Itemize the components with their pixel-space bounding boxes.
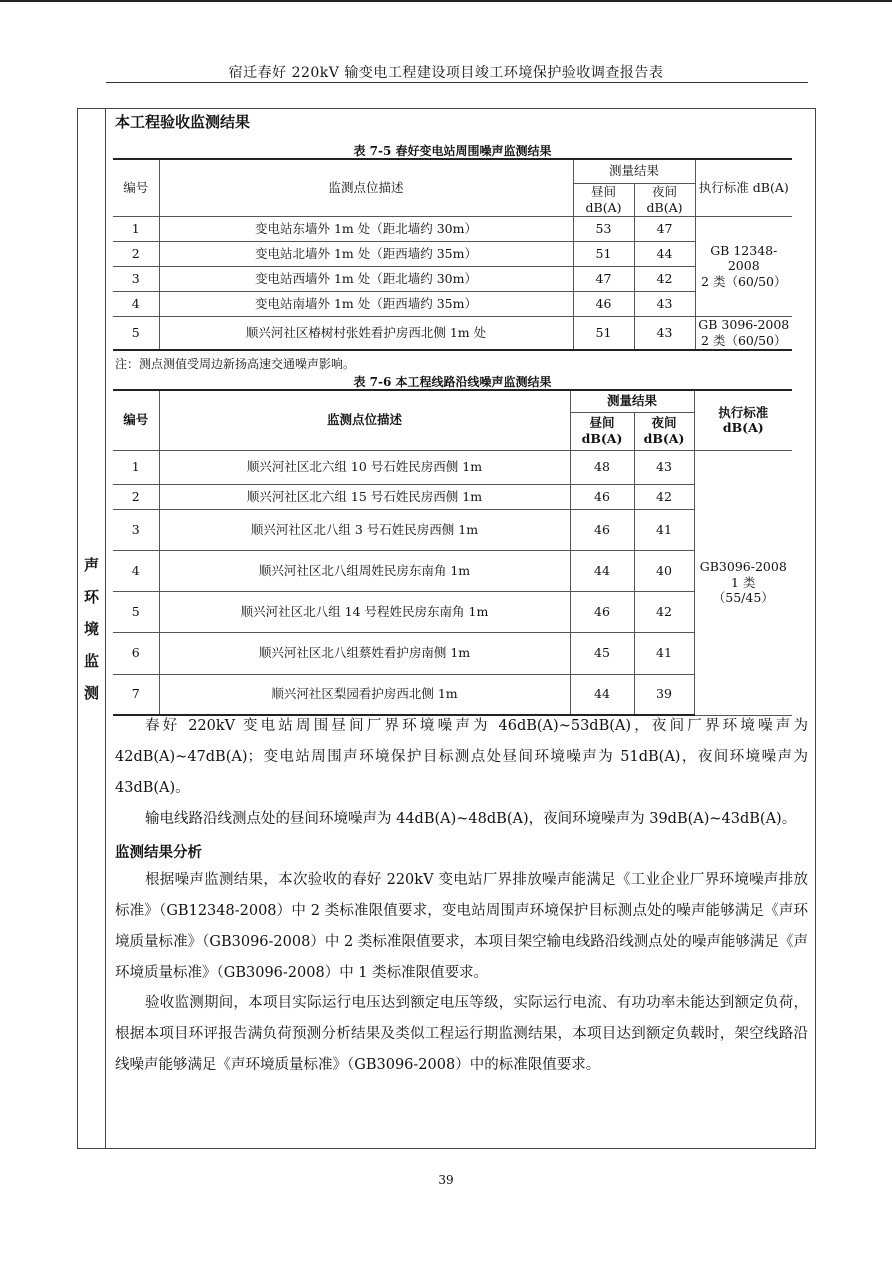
cell-desc: 顺兴河社区椿树村张姓看护房西北侧 1m 处 [159, 316, 573, 350]
cell-night: 42 [634, 591, 694, 632]
cell-no: 4 [113, 291, 159, 316]
table-row [113, 450, 792, 484]
cell-no: 1 [113, 216, 159, 241]
cell-desc: 顺兴河社区北八组周姓民房东南角 1m [159, 550, 570, 591]
cell-day: 51 [573, 316, 634, 350]
table2-header-desc: 监测点位描述 [159, 390, 570, 450]
cell-day: 45 [570, 632, 634, 674]
cell-desc: 变电站北墙外 1m 处（距西墙约 35m） [159, 241, 573, 266]
table-row [113, 632, 792, 674]
cell-day: 46 [570, 509, 634, 550]
sidebar-char: 测 [83, 684, 99, 702]
sidebar-char: 环 [83, 588, 99, 606]
cell-night: 47 [634, 216, 695, 241]
cell-desc: 变电站西墙外 1m 处（距北墙约 30m） [159, 266, 573, 291]
table1-substation-noise [113, 158, 792, 351]
cell-desc: 顺兴河社区北八组蔡姓看护房南侧 1m [159, 632, 570, 674]
cell-day: 53 [573, 216, 634, 241]
paragraph-line-results: 输电线路沿线测点处的昼间环境噪声为 44dB(A)~48dB(A)，夜间环境噪声为 39dB(A)~43dB(A)。 [145, 811, 797, 827]
cell-day: 46 [573, 291, 634, 316]
table1-standard-a: GB 12348-2008 2 类（60/50） [695, 216, 792, 316]
cell-no: 5 [113, 591, 159, 632]
cell-day: 44 [570, 674, 634, 715]
paragraph-analysis: 根据噪声监测结果，本次验收的春好 220kV 变电站厂界排放噪声能满足《工业企业厂界环境噪声排放标准》（GB12348-2008）中 2 类标准限值要求，变电站周围声环境保护目标测点处的噪声能够满足《声环境质量标准》（GB3096-2008）中 2 类标准限值要求，本项目架空输电线路沿线测点处的噪声能够满足《声环境质量标准》（GB3096-2008）中 1 类标准限值要求。 [115, 872, 808, 981]
cell-no: 7 [113, 674, 159, 715]
cell-night: 40 [634, 550, 694, 591]
sidebar-label-column [77, 108, 106, 1149]
table1-header-standard: 执行标准 dB(A) [695, 159, 792, 216]
header-rule [106, 82, 808, 83]
table-row [113, 316, 792, 350]
table1-header-no: 编号 [113, 159, 159, 216]
table-row [113, 216, 792, 241]
table2-header-standard: 执行标准 dB(A) [694, 390, 792, 450]
sidebar-char: 监 [83, 652, 99, 670]
cell-desc: 顺兴河社区北八组 3 号石姓民房西侧 1m [159, 509, 570, 550]
table1-header-day: 昼间 dB(A) [573, 183, 634, 216]
cell-no: 6 [113, 632, 159, 674]
table2-caption: 表 7-6 本工程线路沿线噪声监测结果 [353, 375, 552, 389]
cell-night: 42 [634, 266, 695, 291]
cell-desc: 变电站东墙外 1m 处（距北墙约 30m） [159, 216, 573, 241]
cell-no: 3 [113, 509, 159, 550]
paragraph-conclusion: 验收监测期间，本项目实际运行电压达到额定电压等级，实际运行电流、有功功率未能达到额定负荷，根据本项目环评报告满负荷预测分析结果及类似工程运行期监测结果，本项目达到额定负载时，架空线路沿线噪声能够满足《声环境质量标准》（GB3096-2008）中的标准限值要求。 [115, 995, 808, 1073]
table-row [113, 266, 792, 291]
sidebar-char: 声 [83, 556, 99, 574]
table1-standard-b: GB 3096-2008 2 类（60/50） [695, 316, 792, 350]
cell-day: 47 [573, 266, 634, 291]
cell-day: 46 [570, 591, 634, 632]
table2-header-no: 编号 [113, 390, 159, 450]
cell-night: 43 [634, 450, 694, 484]
cell-night: 41 [634, 509, 694, 550]
table2-header-night: 夜间 dB(A) [634, 412, 694, 450]
table1-header-night: 夜间 dB(A) [634, 183, 695, 216]
paragraph-substation-results: 春好 220kV 变电站周围昼间厂界环境噪声为 46dB(A)~53dB(A)，夜间厂界环境噪声为 42dB(A)~47dB(A)；变电站周围声环境保护目标测点处昼间环境噪声为 51dB(A)，夜间环境噪声为 43dB(A)。 [115, 718, 808, 796]
cell-day: 46 [570, 484, 634, 509]
table1-header-result: 测量结果 [573, 159, 695, 183]
cell-no: 1 [113, 450, 159, 484]
cell-desc: 顺兴河社区梨园看护房西北侧 1m [159, 674, 570, 715]
sidebar-char: 境 [83, 620, 99, 638]
cell-night: 42 [634, 484, 694, 509]
table2-header-result: 测量结果 [570, 390, 694, 412]
cell-night: 43 [634, 291, 695, 316]
page-header-title: 宿迁春好 220kV 输变电工程建设项目竣工环境保护验收调查报告表 [228, 65, 664, 81]
cell-no: 2 [113, 241, 159, 266]
cell-night: 44 [634, 241, 695, 266]
cell-desc: 顺兴河社区北八组 14 号程姓民房东南角 1m [159, 591, 570, 632]
cell-no: 5 [113, 316, 159, 350]
table-row [113, 241, 792, 266]
table2-standard: GB3096-2008 1 类 （55/45） [694, 450, 792, 715]
cell-night: 41 [634, 632, 694, 674]
cell-no: 4 [113, 550, 159, 591]
cell-no: 2 [113, 484, 159, 509]
cell-day: 48 [570, 450, 634, 484]
cell-desc: 顺兴河社区北六组 10 号石姓民房西侧 1m [159, 450, 570, 484]
table-row [113, 509, 792, 550]
table2-header-day: 昼间 dB(A) [570, 412, 634, 450]
table-row [113, 484, 792, 509]
cell-night: 43 [634, 316, 695, 350]
table1-caption: 表 7-5 春好变电站周围噪声监测结果 [353, 144, 552, 158]
cell-day: 44 [570, 550, 634, 591]
page-number: 39 [438, 1173, 454, 1187]
top-border-line [0, 0, 892, 2]
cell-desc: 变电站南墙外 1m 处（距西墙约 35m） [159, 291, 573, 316]
cell-night: 39 [634, 674, 694, 715]
table1-note: 注：测点测值受周边新扬高速交通噪声影响。 [115, 357, 356, 371]
table-row [113, 291, 792, 316]
table1-header-desc: 监测点位描述 [159, 159, 573, 216]
analysis-title: 监测结果分析 [115, 844, 202, 861]
cell-day: 51 [573, 241, 634, 266]
table-row [113, 674, 792, 715]
table-row [113, 591, 792, 632]
section-title: 本工程验收监测结果 [115, 113, 251, 131]
cell-desc: 顺兴河社区北六组 15 号石姓民房西侧 1m [159, 484, 570, 509]
cell-no: 3 [113, 266, 159, 291]
table-row [113, 550, 792, 591]
table2-line-noise [113, 389, 792, 716]
